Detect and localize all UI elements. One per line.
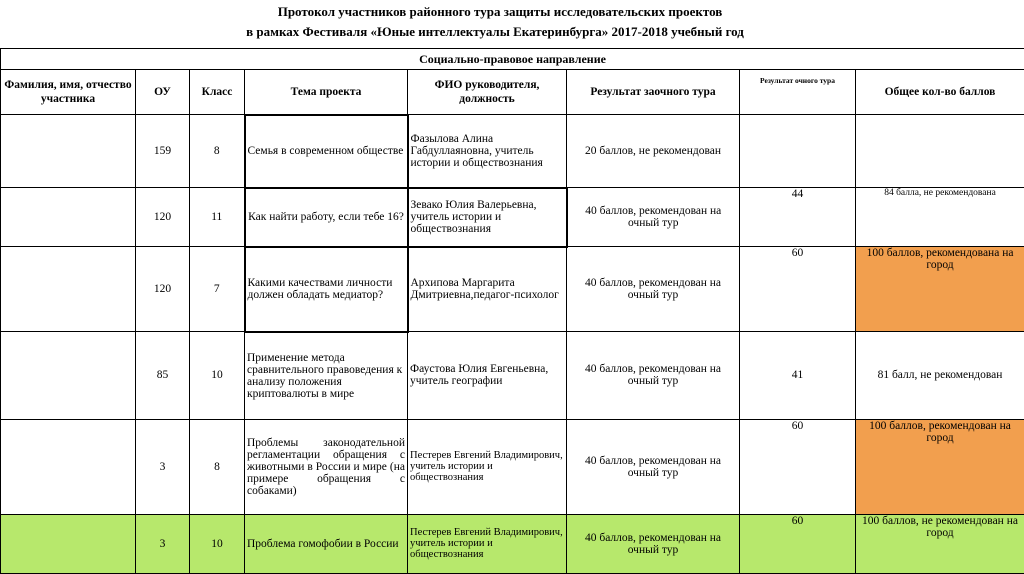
cell-total: 81 балл, не рекомендован bbox=[856, 332, 1024, 420]
col-header-grade: Класс bbox=[190, 70, 245, 115]
col-header-supervisor: ФИО руководителя, должность bbox=[408, 70, 567, 115]
cell-total: 100 баллов, рекомендована на город bbox=[856, 247, 1024, 332]
col-header-school: ОУ bbox=[136, 70, 190, 115]
cell-topic: Проблемы законодательной регламентации обращения с животными в России и мире (на примере обращения с собаками) bbox=[245, 419, 408, 514]
cell-onsite: 60 bbox=[740, 419, 856, 514]
cell-remote: 40 баллов, рекомендован на очный тур bbox=[567, 419, 740, 514]
cell-remote: 40 баллов, рекомендован на очный тур bbox=[567, 247, 740, 332]
cell-onsite: 60 bbox=[740, 247, 856, 332]
cell-grade: 8 bbox=[190, 115, 245, 188]
cell-supervisor: Архипова Маргарита Дмитриевна,педагог-психолог bbox=[408, 247, 567, 332]
cell-grade: 8 bbox=[190, 419, 245, 514]
cell-grade: 7 bbox=[190, 247, 245, 332]
header-row bbox=[1, 70, 1024, 115]
cell-school: 120 bbox=[136, 247, 190, 332]
cell-name bbox=[1, 188, 136, 247]
cell-total: 100 баллов, рекомендован на город bbox=[856, 419, 1024, 514]
cell-school: 85 bbox=[136, 332, 190, 420]
cell-topic: Как найти работу, если тебе 16? bbox=[245, 188, 408, 247]
cell-onsite: 60 bbox=[740, 514, 856, 573]
cell-school: 3 bbox=[136, 419, 190, 514]
section-row bbox=[1, 49, 1024, 70]
cell-onsite: 41 bbox=[740, 332, 856, 420]
cell-total: 84 балла, не рекомендована bbox=[856, 188, 1024, 247]
cell-remote: 40 баллов, рекомендован на очный тур bbox=[567, 332, 740, 420]
cell-name bbox=[1, 115, 136, 188]
cell-onsite: 44 bbox=[740, 188, 856, 247]
cell-supervisor: Фазылова Алина Габдуллаяновна, учитель истории и обществознания bbox=[408, 115, 567, 188]
cell-remote: 40 баллов, рекомендован на очный тур bbox=[567, 514, 740, 573]
cell-topic: Применение метода сравнительного правоведения к анализу положения криптовалюты в мире bbox=[245, 332, 408, 420]
table-row bbox=[1, 188, 1024, 247]
cell-supervisor: Пестерев Евгений Владимирович, учитель истории и обществознания bbox=[408, 419, 567, 514]
col-header-remote: Результат заочного тура bbox=[567, 70, 740, 115]
cell-name bbox=[1, 419, 136, 514]
cell-name bbox=[1, 332, 136, 420]
cell-school: 159 bbox=[136, 115, 190, 188]
table-row bbox=[1, 514, 1024, 573]
col-header-name: Фамилия, имя, отчество участника bbox=[1, 70, 136, 115]
table-row bbox=[1, 115, 1024, 188]
cell-total: 100 баллов, не рекомендован на город bbox=[856, 514, 1024, 573]
cell-remote: 40 баллов, рекомендован на очный тур bbox=[567, 188, 740, 247]
cell-total bbox=[856, 115, 1024, 188]
cell-remote: 20 баллов, не рекомендован bbox=[567, 115, 740, 188]
cell-supervisor: Пестерев Евгений Владимирович, учитель истории и обществознания bbox=[408, 514, 567, 573]
cell-grade: 10 bbox=[190, 332, 245, 420]
section-title: Социально-правовое направление bbox=[1, 49, 1024, 70]
cell-supervisor: Фаустова Юлия Евгеньевна, учитель географии bbox=[408, 332, 567, 420]
cell-grade: 11 bbox=[190, 188, 245, 247]
cell-supervisor: Зевако Юлия Валерьевна, учитель истории и обществознания bbox=[408, 188, 567, 247]
col-header-onsite: Результат очного тура bbox=[740, 70, 856, 115]
table-row bbox=[1, 247, 1024, 332]
table-row bbox=[1, 419, 1024, 514]
table-row bbox=[1, 332, 1024, 420]
title-line-2: в рамках Фестиваля «Юные интеллектуалы Екатеринбурга» 2017-2018 учебный год bbox=[0, 22, 990, 42]
cell-topic: Какими качествами личности должен обладать медиатор? bbox=[245, 247, 408, 332]
cell-school: 120 bbox=[136, 188, 190, 247]
col-header-topic: Тема проекта bbox=[245, 70, 408, 115]
col-header-total: Общее кол-во баллов bbox=[856, 70, 1024, 115]
cell-grade: 10 bbox=[190, 514, 245, 573]
cell-onsite bbox=[740, 115, 856, 188]
results-table bbox=[0, 48, 1024, 574]
cell-topic: Семья в современном обществе bbox=[245, 115, 408, 188]
title-line-1: Протокол участников районного тура защиты исследовательских проектов bbox=[0, 2, 1000, 22]
cell-name bbox=[1, 514, 136, 573]
cell-topic: Проблема гомофобии в России bbox=[245, 514, 408, 573]
cell-name bbox=[1, 247, 136, 332]
cell-school: 3 bbox=[136, 514, 190, 573]
